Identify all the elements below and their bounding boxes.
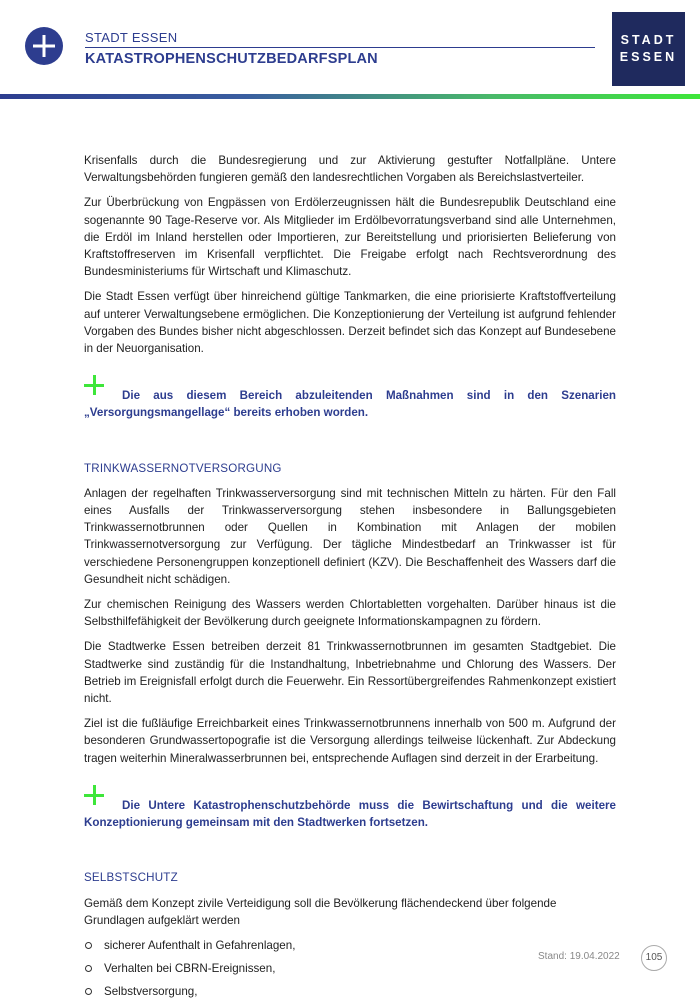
callout-box: [84, 797, 616, 831]
section-heading: SELBSTSCHUTZ: [84, 871, 178, 885]
stadt-essen-logo: [612, 12, 685, 86]
paragraph: Die Stadtwerke Essen betreiben derzeit 81 Trinkwassernotbrunnen im gesamten Stadtgebiet. Die Stadtwerke sind zuständig für die Instandhaltung, Inbetriebnahme und Chlorung des Wassers. Der Betrieb im Ereignisfall erfolgt durch die Feuerwehr. Ein Ressortübergreifendes Rahmenkonzept existiert nicht.: [84, 640, 616, 706]
paragraph: Die Stadt Essen verfügt über hinreichend gültige Tankmarken, die eine priorisierte Kraftstoffverteilung auf unterer Verwaltungsebene ermöglichen. Die Konzeptionierung der Verteilung ist aufgrund fehlender Vorgaben des Bundes bisher nicht abgeschlossen. Derzeit befindet sich das Konzept auf Bundesebene in der Neuorganisation.: [84, 290, 616, 356]
bullet-list: [84, 937, 616, 1001]
section-heading: TRINKWASSERNOTVERSORGUNG: [84, 461, 282, 475]
header-divider: [85, 47, 595, 48]
paragraph: Anlagen der regelhaften Trinkwasserversorgung sind mit technischen Mitteln zu härten. Für den Fall eines Ausfalls der Trinkwasserversorgung stehen insbesondere in Ballungsgebieten Trinkwassernotbrunnen oder Quellen in Kombination mit Anlagen der mobilen Trinkwassernotversorgung zur Verfügung. Der tägliche Mindestbedarf an Trinkwasser ist für verschiedene Personengruppen konzeptionell definiert (KZV). Die Beschaffenheit des Wassers darf die Gesundheit nicht schädigen.: [84, 486, 616, 586]
green-plus-icon: [84, 375, 106, 397]
paragraph: Zur Überbrückung von Engpässen von Erdölerzeugnissen hält die Bundesrepublik Deutschland eine sogenannte 90 Tage-Reserve vor. Als Mitglieder im Erdölbevorratungsverband sind alle Unternehmen, die Erdöl im Inland herstellen oder Importieren, zur Bereitstellung und priorisierten Belieferung von Kraftstoffreserven im Krisenfall verpflichtet. Die Freigabe erfolgt nach Rechtsverordnung des Bundesministeriums für Wirtschaft und Klimaschutz.: [84, 196, 616, 279]
list-item: sicherer Aufenthalt in Gefahrenlagen,: [84, 937, 616, 954]
document-body: [84, 152, 616, 1007]
callout-box: [84, 387, 616, 421]
page-number: 105: [641, 945, 667, 971]
footer-date: Stand: 19.04.2022: [538, 951, 620, 962]
list-item: Selbstversorgung,: [84, 983, 616, 1000]
header-gradient-bar: [0, 94, 700, 99]
page-title: KATASTROPHENSCHUTZBEDARFSPLAN: [85, 51, 378, 67]
paragraph: Gemäß dem Konzept zivile Verteidigung soll die Bevölkerung flächendeckend über folgende Grundlagen aufgeklärt werden: [84, 896, 557, 927]
paragraph: Krisenfalls durch die Bundesregierung und zur Aktivierung gestufter Notfallpläne. Untere Verwaltungsbehörden fungieren gemäß den landesrechtlichen Vorgaben als Bereichslastverteiler.: [84, 154, 616, 185]
logo-line-2: ESSEN: [619, 50, 678, 64]
list-item: Verhalten bei CBRN-Ereignissen,: [84, 960, 616, 977]
paragraph: Ziel ist die fußläufige Erreichbarkeit eines Trinkwassernotbrunnens innerhalb von 500 m. Aufgrund der besonderen Grundwassertopografie ist die Versorgung allerdings teilweise lückenhaft. Zur Abdeckung tragen weiterhin Mineralwasserbrunnen bei, entsprechende Auflagen sind derzeit in der Erarbeitung.: [84, 717, 616, 765]
plus-circle-icon: [25, 27, 63, 65]
logo-line-1: STADT: [620, 33, 677, 47]
paragraph: Zur chemischen Reinigung des Wassers werden Chlortabletten vorgehalten. Darüber hinaus ist die Selbsthilfefähigkeit der Bevölkerung durch geeignete Informationskampagnen zu fördern.: [84, 598, 616, 629]
green-plus-icon: [84, 785, 106, 807]
callout-text: Die Untere Katastrophenschutzbehörde muss die Bewirtschaftung und die weitere Konzeptionierung gemeinsam mit den Stadtwerken fortsetzen.: [84, 798, 616, 830]
header-city: STADT ESSEN: [85, 30, 178, 45]
callout-text: Die aus diesem Bereich abzuleitenden Maßnahmen sind in den Szenarien „Versorgungsmangellage“ bereits erhoben worden.: [84, 389, 616, 420]
